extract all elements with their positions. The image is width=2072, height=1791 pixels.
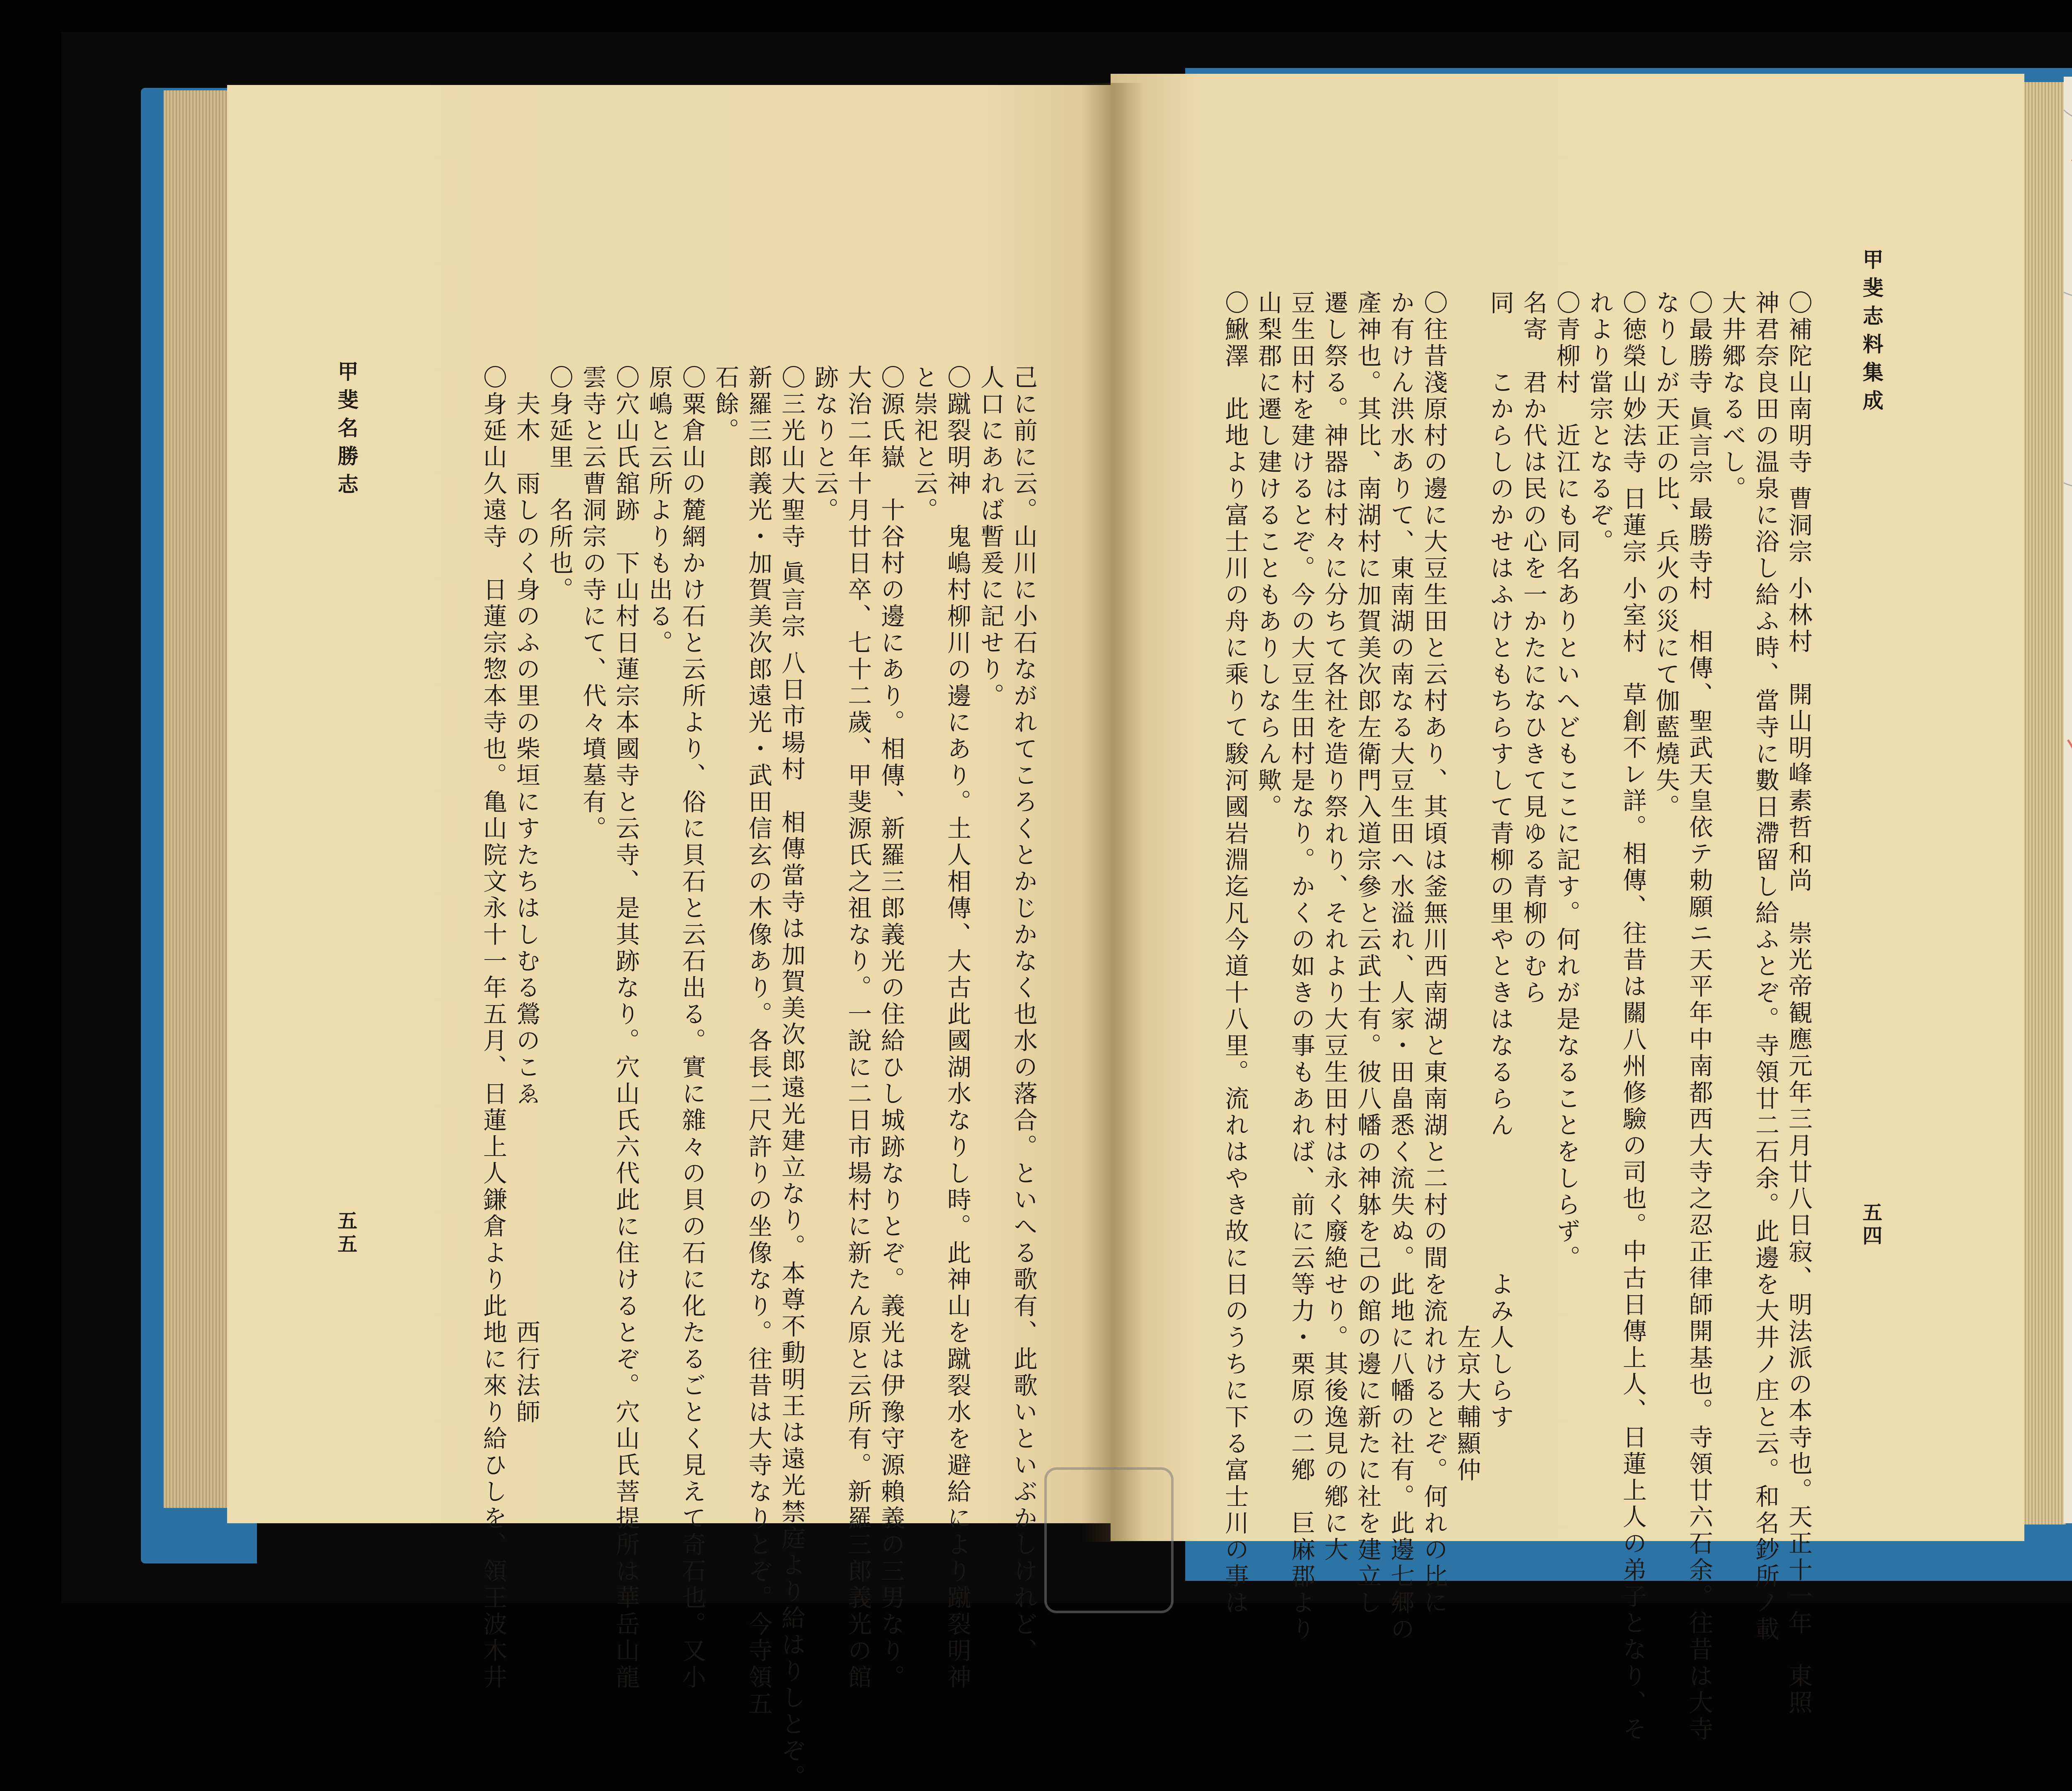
right-text-column: なりしが天正の比、兵火の災にて伽藍燒失。: [1652, 290, 1680, 821]
right-text-column: 〇往昔淺原村の邊に大豆生田と云村あり、其頃は釜無川西南湖と東南湖と二村の間を流れけるとぞ。何れの比に: [1420, 290, 1448, 1617]
left-text-column: 新羅三郎義光・加賀美次郎遠光・武田信玄の木像あり。各長二尺許りの坐像なり。往昔は大寺なりとぞ。今寺領五: [744, 365, 772, 1718]
book-gutter: [1082, 83, 1144, 1542]
right-text-column: 產神也。其比、南湖村に加賀美次郎左衛門入道宗參と云武士有。彼八幡の神躰を己の館の邊に新たに社を建立し: [1353, 290, 1382, 1617]
left-text-column: 夫木 雨しのく身のふの里の柴垣にすたちはしむる鶯のこゑ 西行法師: [512, 365, 540, 1426]
right-text-column: 名寄 君か代は民の心を一かたになひきて見ゆる青柳のむら: [1519, 290, 1547, 1006]
left-text-column: 雲寺と云曹洞宗の寺にて、代々墳墓有。: [579, 365, 607, 842]
left-text-column: 〇身延里 名所也。: [545, 365, 574, 603]
right-text-column: れより當宗となるぞ。: [1585, 290, 1614, 555]
left-text-column: 人口にあれば暫爰に記せり。: [976, 365, 1005, 710]
right-text-column: 〇最勝寺 眞言宗 最勝寺村 相傳、聖武天皇依テ勅願ニ天平年中南都西大寺之忍正律師開基也。寺領廿六石余。往昔は大寺: [1685, 290, 1713, 1743]
right-text-column: 大井郷なるべし。: [1718, 290, 1746, 502]
left-text-column: 大治二年十月廿日卒、七十二歲、甲斐源氏之祖なり。一說に二日市場村に新たん原と云所有。新羅三郎義光の館: [844, 365, 872, 1691]
left-text-column: 〇穴山氏舘跡 下山村日蓮宗本國寺と云寺、是其跡なり。穴山氏六代此に住けるとぞ。穴山氏菩提所は華岳山龍: [612, 365, 640, 1691]
right-text-column: か有けん洪水ありて、東南湖の南なる大豆生田へ水溢れ、人家・田畠悉く流失ぬ。此地に八幡の社有。此邊七郷の: [1387, 290, 1415, 1643]
red-map-endpaper: [2064, 77, 2072, 1523]
left-page: [227, 85, 1111, 1523]
left-text-column: 〇三光山大聖寺 眞言宗 八日市場村 相傳當寺は加賀美次郎遠光建立なり。本尊不動明王は遠光禁庭より給はりしとぞ。: [777, 365, 806, 1791]
right-text-column: 遷し祭る。神器は村々に分ちて各社を造り祭れり、それより大豆生田村は永く廢絶せり。其後逸見の鄕に大: [1320, 290, 1348, 1563]
left-text-column: 〇粟倉山の麓網かけ石と云所より、俗に貝石と云石出る。實に雜々の貝の石に化たるごとく見えて奇石也。又小: [678, 365, 706, 1691]
left-page-folio: 五五: [334, 1210, 357, 1257]
right-page-folio: 五四: [1859, 1202, 1882, 1248]
elastic-band: [1044, 1467, 1174, 1613]
right-text-column: 豆生田村を建けるとぞ。今の大豆生田村是なり。かくの如きの事もあれば、前に云等力・栗原の二鄕 巨麻郡より: [1287, 290, 1315, 1643]
left-text-column: 〇身延山久遠寺 日蓮宗惣本寺也。亀山院文永十一年五月、日蓮上人鎌倉より此地に來り給ひしを、領王波木井: [479, 365, 507, 1691]
right-text-column: 〇徳榮山妙法寺 日蓮宗 小室村 草創不レ詳。相傳、往昔は關八州修驗の司也。中古日傳上人、日蓮上人の弟子となり、そ: [1619, 290, 1647, 1743]
left-text-column: 跡なりと云。: [811, 365, 839, 524]
right-text-column: 〇鰍澤 此地より富士川の舟に乘りて駿河國岩淵迄凡今道十八里。流れはやき故に日のうちに下る富士川の事は: [1221, 290, 1249, 1617]
left-text-column: 石餘。: [711, 365, 739, 444]
left-text-column: と崇祀と云。: [910, 365, 938, 524]
right-text-column: 〇補陀山南明寺 曹洞宗 小林村 開山明峰素哲和尚 崇光帝観應元年三月廿八日寂、明法派の本寺也。天正十一年 東照: [1784, 290, 1813, 1716]
right-text-column: 同 こからしのかせはふけともちらすして青柳の里やときはなるらん よみ人しらす: [1486, 290, 1514, 1431]
right-text-column: 〇青柳村 近江にも同名ありといへどもここに記す。何れが是なることをしらず。: [1552, 290, 1581, 1272]
right-text-column: 左京大輔顯仲: [1453, 290, 1481, 1484]
page-edges-left: [164, 90, 236, 1508]
left-text-column: 〇蹴裂明神 鬼嶋村柳川の邊にあり。土人相傳、大古此國湖水なりし時。此神山を蹴裂水を避給により蹴裂明神: [943, 365, 971, 1691]
left-text-column: 原嶋と云所よりも出る。: [645, 365, 673, 657]
left-text-column: 己に前に云。山川に小石ながれてころくとかじかなく也水の落合。といへる歌有、此歌いといぶかしけれど、: [1009, 365, 1038, 1665]
right-text-column: 山梨郡に遷し建けることもありしならん歟。: [1254, 290, 1282, 821]
right-page-running-header: 甲斐志料集成: [1859, 249, 1884, 418]
left-text-column: 〇源氏嶽 十谷村の邊にあり。相傳、新羅三郎義光の住給ひし城跡なりとぞ。義光は伊豫守源賴義の三男なり。: [877, 365, 905, 1691]
left-page-running-header: 甲斐名勝志: [334, 361, 359, 502]
right-text-column: 神君奈良田の温泉に浴し給ふ時、當寺に數日滯留し給ふとぞ。寺領廿二石余。此邊を大井ノ庄と云。和名鈔所ノ載: [1751, 290, 1779, 1643]
